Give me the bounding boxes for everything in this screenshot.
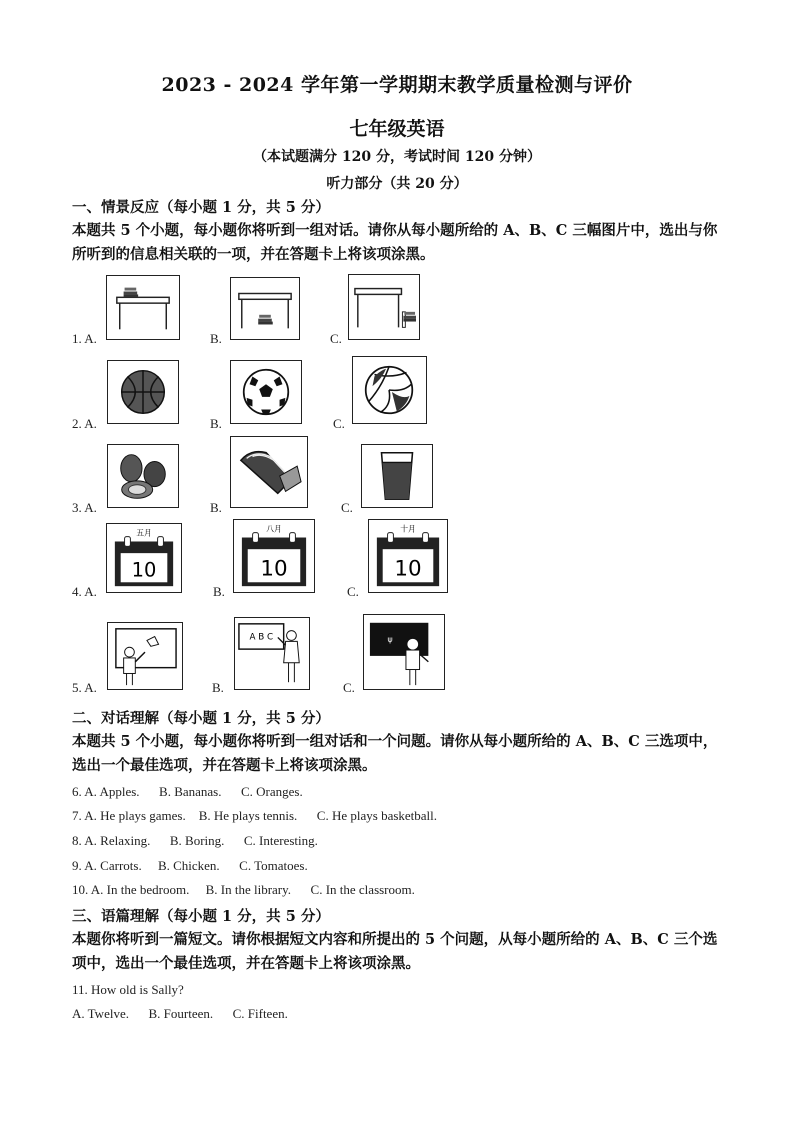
q2-label-b: B.	[210, 416, 222, 431]
q5-option-c-picture[interactable]	[363, 614, 445, 690]
q3-option-c-picture[interactable]	[361, 444, 433, 508]
section2-heading: 二、对话理解（每小题 1 分，共 5 分）	[72, 710, 330, 727]
q4-option-c-picture[interactable]	[368, 519, 448, 593]
q3-option-b-picture[interactable]	[230, 436, 308, 508]
q1-label-b: B.	[210, 331, 222, 346]
volleyball-icon	[353, 357, 426, 423]
section1-heading: 一、情景反应（每小题 1 分，共 5 分）	[72, 199, 330, 216]
calendar-month-c: 十月	[400, 524, 416, 534]
q4-option-a-picture[interactable]	[106, 523, 182, 593]
calendar-icon	[369, 520, 447, 592]
q2-option-a-picture[interactable]	[107, 360, 179, 424]
q2-label-a: 2. A.	[72, 416, 97, 431]
q5-label-b: B.	[212, 680, 224, 695]
q3-option-a-picture[interactable]	[107, 444, 179, 508]
calendar-day-b: 10	[260, 556, 288, 582]
calendar-month-a: 五月	[136, 528, 152, 538]
board-letters: A B C	[249, 632, 274, 643]
listening-part-title: 听力部分（共 20 分）	[326, 176, 468, 192]
svg-text:ψ: ψ	[387, 635, 393, 645]
q4-label-c: C.	[347, 584, 359, 599]
q5-option-b-picture[interactable]	[234, 617, 310, 690]
q2-option-c-picture[interactable]	[352, 356, 427, 424]
q2-label-c: C.	[333, 416, 345, 431]
teacher-drawing-icon	[108, 623, 182, 689]
q5-label-a: 5. A.	[72, 680, 97, 695]
calendar-icon	[107, 524, 181, 592]
books-beside-table-icon	[349, 275, 419, 339]
q4-label-a: 4. A.	[72, 584, 97, 599]
calendar-day-c: 10	[394, 556, 422, 582]
question-11: 11. How old is Sally?	[72, 982, 184, 997]
q3-label-c: C.	[341, 500, 353, 515]
section2-instruction: 本题共 5 个小题，每小题你将听到一组对话和一个问题。请你从每小题所给的 A、B、C 三选项中，选出一个最佳选项，并在答题卡上将该项涂黑。	[72, 733, 718, 774]
teacher-writing-icon	[235, 618, 309, 689]
q2-option-b-picture[interactable]	[230, 360, 302, 424]
q3-label-b: B.	[210, 500, 222, 515]
q1-option-b-picture[interactable]	[230, 277, 300, 340]
basketball-icon	[108, 361, 178, 423]
q5-label-c: C.	[343, 680, 355, 695]
exam-subtitle: 七年级英语	[349, 118, 445, 140]
exam-note: （本试题满分 120 分，考试时间 120 分钟）	[253, 149, 541, 165]
question-11-options[interactable]: A. Twelve. B. Fourteen. C. Fifteen.	[72, 1006, 288, 1021]
question-6[interactable]: 6. A. Apples. B. Bananas. C. Oranges.	[72, 784, 303, 799]
exam-title: 2023 - 2024 学年第一学期期末教学质量检测与评价	[161, 74, 633, 96]
glass-of-juice-icon	[362, 445, 432, 507]
calendar-month-b: 八月	[266, 524, 282, 534]
calendar-icon	[234, 520, 314, 592]
q4-option-b-picture[interactable]	[233, 519, 315, 593]
eggs-icon	[108, 445, 178, 507]
question-8[interactable]: 8. A. Relaxing. B. Boring. C. Interesting.	[72, 833, 318, 848]
bread-icon	[231, 437, 307, 507]
soccer-ball-icon	[231, 361, 301, 423]
question-9[interactable]: 9. A. Carrots. B. Chicken. C. Tomatoes.	[72, 858, 308, 873]
q1-option-c-picture[interactable]	[348, 274, 420, 340]
section1-instruction: 本题共 5 个小题，每小题你将听到一组对话。请你从每小题所给的 A、B、C 三幅图片中，选出与你所听到的信息相关联的一项，并在答题卡上将该项涂黑。	[72, 222, 718, 263]
books-on-table-icon	[107, 276, 179, 339]
q1-option-a-picture[interactable]	[106, 275, 180, 340]
teacher-at-blackboard-icon	[364, 615, 444, 689]
q1-label-c: C.	[330, 331, 342, 346]
section3-instruction: 本题你将听到一篇短文。请你根据短文内容和所提出的 5 个问题，从每小题所给的 A、B、C 三个选项中，选出一个最佳选项，并在答题卡上将该项涂黑。	[72, 931, 718, 972]
calendar-day-a: 10	[131, 558, 157, 582]
question-10[interactable]: 10. A. In the bedroom. B. In the library. C. In the classroom.	[72, 882, 415, 897]
q4-label-b: B.	[213, 584, 225, 599]
section3-heading: 三、语篇理解（每小题 1 分，共 5 分）	[72, 908, 330, 925]
q1-label-a: 1. A.	[72, 331, 97, 346]
q3-label-a: 3. A.	[72, 500, 97, 515]
question-7[interactable]: 7. A. He plays games. B. He plays tennis. C. He plays basketball.	[72, 808, 438, 823]
q5-option-a-picture[interactable]	[107, 622, 183, 690]
books-under-table-icon	[231, 278, 299, 339]
